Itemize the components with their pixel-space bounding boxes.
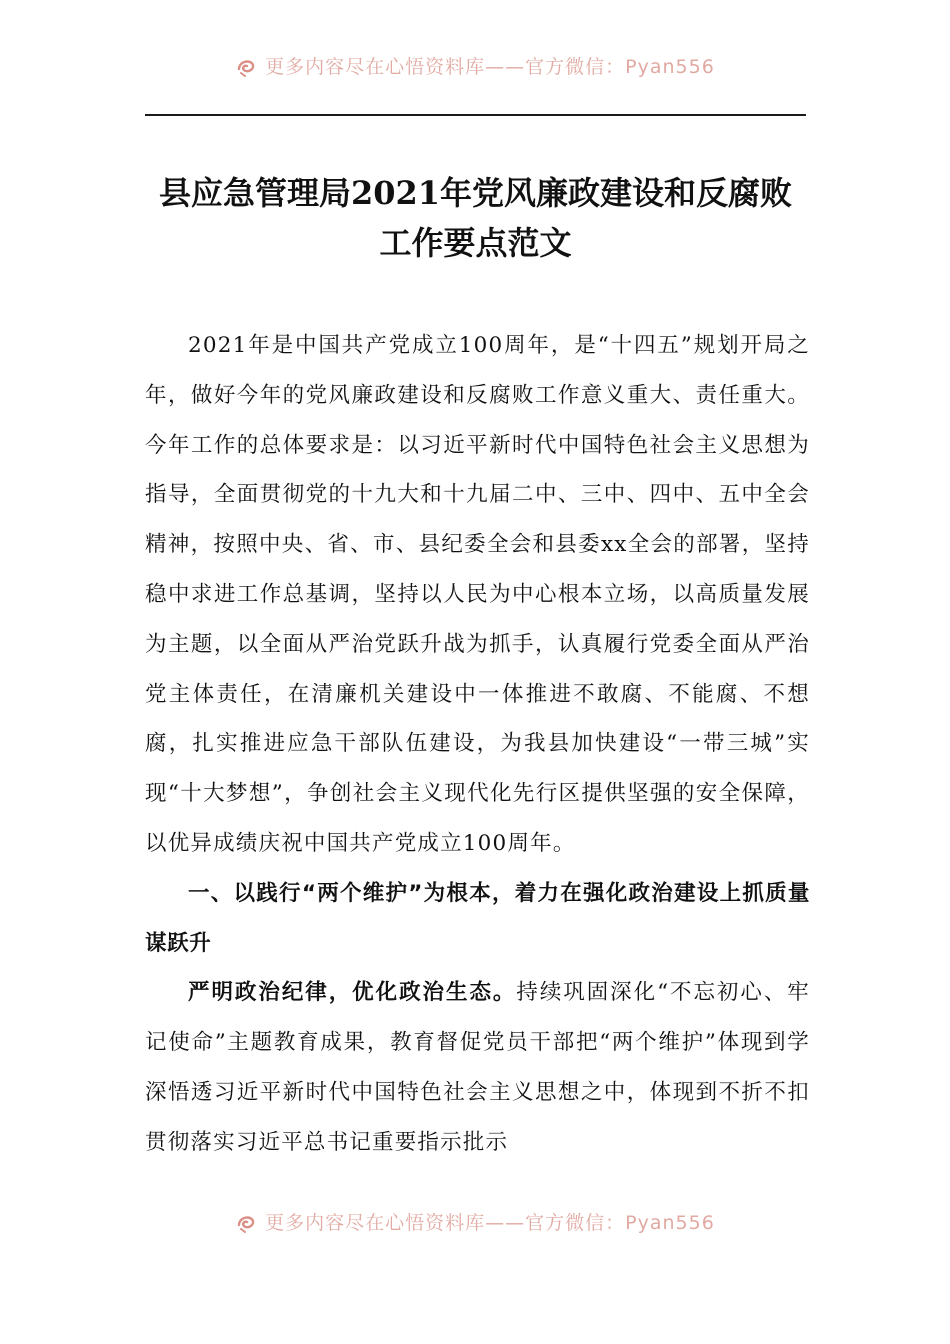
- intro-paragraph: 2021年是中国共产党成立100周年，是“十四五”规划开局之年，做好今年的党风廉政建设和反腐败工作意义重大、责任重大。今年工作的总体要求是：以习近平新时代中国特色社会主义思想为指导，全面贯彻党的十九大和十九届二中、三中、四中、五中全会精神，按照中央、省、市、县纪委全会和县委xx全会的部署，坚持稳中求进工作总基调，坚持以人民为中心根本立场，以高质量发展为主题，以全面从严治党跃升战为抓手，认真履行党委全面从严治党主体责任，在清廉机关建设中一体推进不敢腐、不能腐、不想腐，扎实推进应急干部队伍建设，为我县加快建设“一带三城”实现“十大梦想”，争创社会主义现代化先行区提供坚强的安全保障，以优异成绩庆祝中国共产党成立100周年。: [145, 333, 810, 856]
- watermark-text: 更多内容尽在心悟资料库——官方微信：Pyan556: [265, 56, 715, 78]
- section-1-heading: 一、以践行“两个维护”为根本，着力在强化政治建设上抓质量谋跃升: [145, 880, 810, 956]
- watermark-bottom: [0, 1206, 950, 1240]
- section-1-lead: 严明政治纪律，优化政治生态。: [188, 980, 517, 1006]
- swirl-logo-icon: [235, 1211, 257, 1233]
- document-body: [145, 321, 810, 1168]
- swirl-logo-icon: [235, 55, 257, 77]
- watermark-text: 更多内容尽在心悟资料库——官方微信：Pyan556: [265, 1212, 715, 1234]
- section-1-paragraph: [145, 968, 810, 1167]
- document-title: 县应急管理局2021年党风廉政建设和反腐败工作要点范文: [158, 174, 793, 262]
- watermark-top: [0, 50, 950, 84]
- section-1-text: 持续巩固深化“不忘初心、牢记使命”主题教育成果，教育督促党员干部把“两个维护”体现到学深悟透习近平新时代中国特色社会主义思想之中，体现到不折不扣贯彻落实习近平总书记重要指示批示: [145, 980, 810, 1155]
- header-divider: [145, 114, 806, 116]
